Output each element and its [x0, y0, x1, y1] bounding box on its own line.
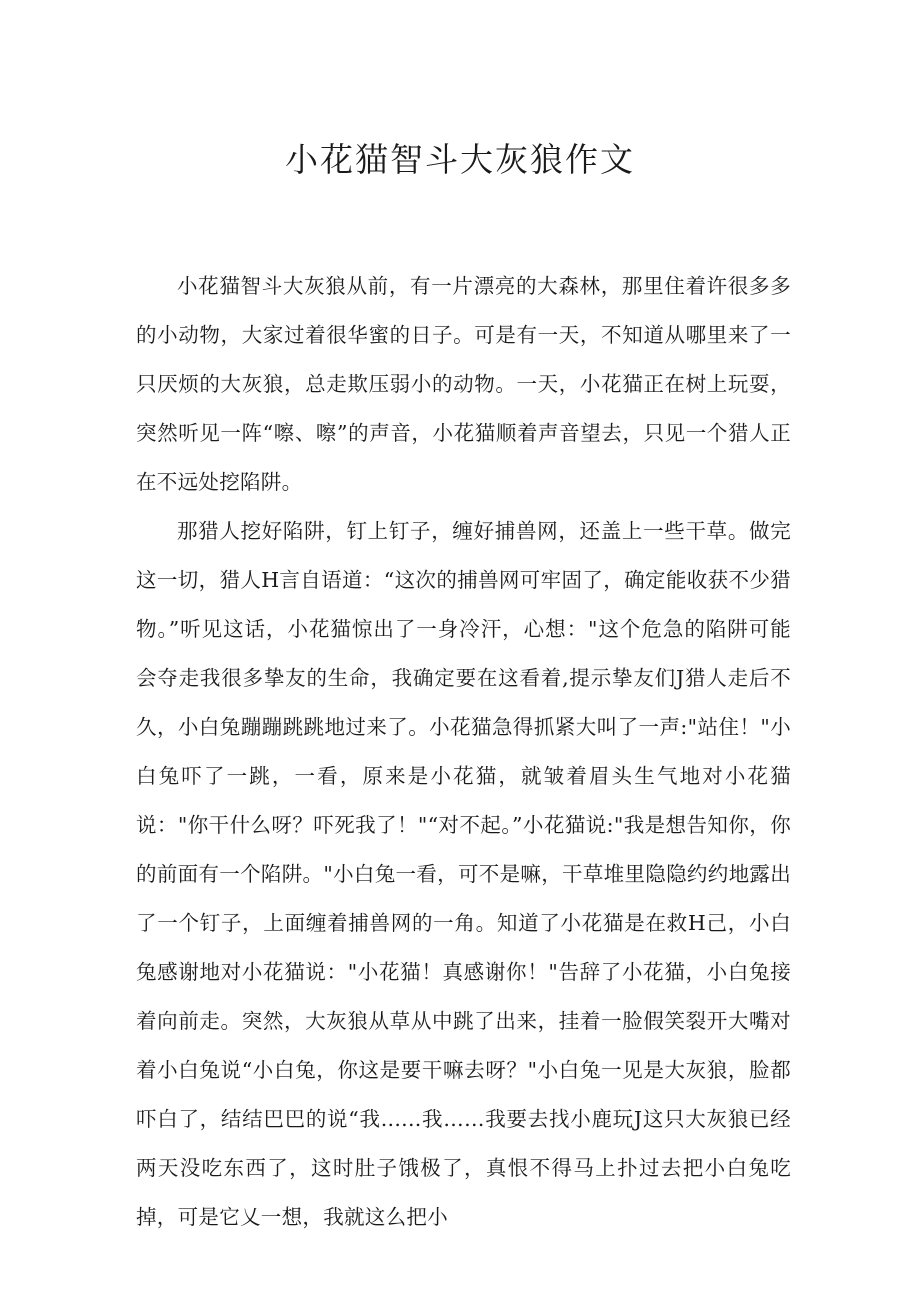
document-body — [136, 262, 791, 1242]
paragraph-1: 小花猫智斗大灰狼从前，有一片漂亮的大森林，那里住着许很多多的小动物，大家过着很华蜜的日子。可是有一天，不知道从哪里来了一只厌烦的大灰狼，总走欺压弱小的动物。一天，小花猫正在树上玩耍，突然听见一阵“嚓、嚓”的声音，小花猫顺着声音望去，只见一个猎人正在不远处挖陷阱。 — [136, 274, 791, 494]
paragraph-2: 那猎人挖好陷阱，钉上钉子，缠好捕兽网，还盖上一些干草。做完这一切，猎人H言自语道：“这次的捕兽网可牢固了，确定能收获不少猎物。”听见这话，小花猫惊出了一身冷汗，心想："这个危急的陷阱可能会夺走我很多挚友的生命，我确定要在这看着,提示挚友们J猎人走后不久，小白兔蹦蹦跳跳地过来了。小花猫急得抓紧大叫了一声:"站住！"小白兔吓了一跳，一看，原来是小花猫，就皱着眉头生气地对小花猫说："你干什么呀？吓死我了！"“对不起。”小花猫说:"我是想告知你，你的前面有一个陷阱。"小白兔一看，可不是嘛，干草堆里隐隐约约地露出了一个钉子，上面缠着捕兽网的一角。知道了小花猫是在救H己，小白兔感谢地对小花猫说："小花猫！真感谢你！"告辞了小花猫，小白兔接着向前走。突然，大灰狼从草从中跳了出来，挂着一脸假笑裂开大嘴对着小白兔说“小白兔，你这是要干嘛去呀？"小白兔一见是大灰狼，脸都吓白了，结结巴巴的说“我......我……我要去找小鹿玩J这只大灰狼已经两天没吃东西了，这时肚子饿极了，真恨不得马上扑过去把小白兔吃掉，可是它乂一想，我就这么把小 — [136, 519, 791, 1229]
document-title: 小花猫智斗大灰狼作文 — [285, 140, 635, 179]
